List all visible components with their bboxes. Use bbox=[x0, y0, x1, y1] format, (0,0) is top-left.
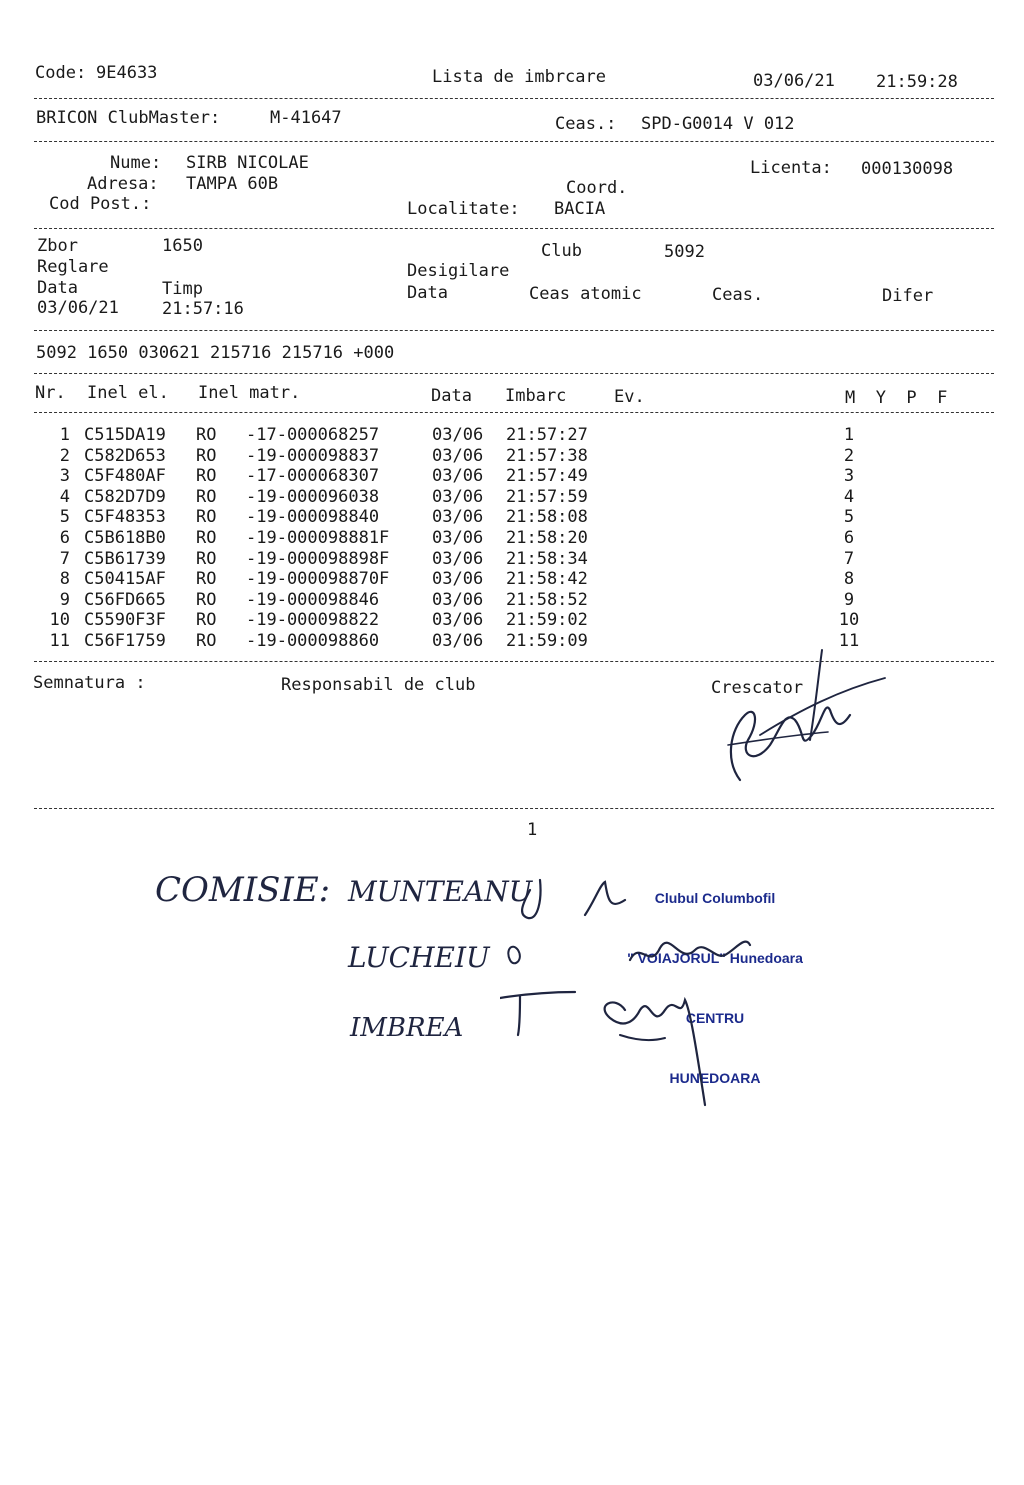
divider bbox=[34, 228, 994, 229]
row-ring-matr: -19-000096038 bbox=[246, 486, 380, 507]
col-header-ring-el: Inel el. bbox=[87, 383, 169, 403]
row-ring-el: C5F48353 bbox=[84, 507, 166, 528]
license-value: 000130098 bbox=[861, 159, 954, 179]
row-time: 21:59:09 bbox=[506, 630, 588, 651]
row-ring-el: C582D7D9 bbox=[84, 486, 166, 507]
table-row bbox=[44, 590, 864, 611]
col-header-embark: Imbarc bbox=[505, 386, 567, 406]
table-row bbox=[44, 425, 864, 446]
row-country: RO bbox=[196, 569, 217, 590]
signature-label: Semnatura : bbox=[33, 673, 146, 693]
flight-label: Zbor bbox=[37, 236, 78, 256]
locality-label: Localitate: bbox=[407, 199, 520, 219]
print-time: 21:59:28 bbox=[876, 72, 958, 92]
row-nr: 8 bbox=[59, 569, 70, 590]
date-label: Data bbox=[37, 278, 78, 298]
commission-member-2: LUCHEIU bbox=[348, 941, 490, 974]
row-m: 10 bbox=[838, 610, 860, 631]
document-title: Lista de imbrcare bbox=[432, 67, 606, 87]
divider bbox=[34, 98, 994, 99]
summary-line: 5092 1650 030621 215716 215716 +000 bbox=[36, 343, 395, 363]
row-ring-matr: -19-000098837 bbox=[246, 445, 380, 466]
divider bbox=[34, 412, 994, 413]
commission-signatures bbox=[500, 870, 800, 1120]
col-header-date: Data bbox=[431, 386, 472, 406]
postcode-label: Cod Post.: bbox=[49, 194, 152, 214]
row-nr: 4 bbox=[59, 486, 70, 507]
stamp-line2: " VOIAJORUL" Hunedoara bbox=[627, 950, 803, 966]
clock-value: SPD-G0014 V 012 bbox=[641, 114, 795, 134]
clubmaster-value: M-41647 bbox=[270, 108, 342, 128]
row-date: 03/06 bbox=[432, 445, 484, 466]
row-m: 5 bbox=[843, 507, 855, 528]
clubmaster-label: BRICON ClubMaster: bbox=[36, 108, 221, 128]
table-row bbox=[44, 446, 864, 467]
row-m: 1 bbox=[843, 425, 855, 445]
unsealing-label: Desigilare bbox=[407, 261, 510, 281]
row-ring-matr: -19-000098870F bbox=[246, 569, 390, 590]
flight-value: 1650 bbox=[162, 236, 203, 256]
row-time: 21:58:34 bbox=[506, 548, 588, 569]
row-time: 21:57:38 bbox=[506, 445, 588, 466]
row-country: RO bbox=[196, 610, 217, 631]
code-label: Code: bbox=[35, 63, 87, 83]
row-country: RO bbox=[196, 486, 217, 507]
table-row bbox=[44, 549, 864, 570]
commission-member-1: MUNTEANU bbox=[348, 875, 533, 908]
row-ring-matr: -17-000068257 bbox=[246, 425, 380, 445]
locality-value: BACIA bbox=[554, 199, 606, 219]
row-ring-el: C5590F3F bbox=[84, 610, 166, 631]
stamp-line1: Clubul Columbofil bbox=[654, 890, 776, 906]
row-date: 03/06 bbox=[432, 569, 484, 590]
row-time: 21:58:08 bbox=[506, 507, 588, 528]
row-date: 03/06 bbox=[432, 507, 484, 528]
row-m: 8 bbox=[843, 569, 855, 590]
name-label: Nume: bbox=[110, 153, 162, 173]
row-country: RO bbox=[196, 589, 217, 610]
code-value: 9E4633 bbox=[96, 63, 158, 83]
club-value: 5092 bbox=[664, 242, 705, 262]
row-nr: 6 bbox=[59, 527, 70, 548]
setting-time: 21:57:16 bbox=[162, 299, 244, 319]
print-date: 03/06/21 bbox=[753, 71, 835, 91]
unsealing-date-label: Data bbox=[407, 283, 448, 303]
row-time: 21:57:59 bbox=[506, 486, 588, 507]
row-nr: 1 bbox=[59, 425, 70, 445]
row-time: 21:58:20 bbox=[506, 527, 588, 548]
row-date: 03/06 bbox=[432, 486, 484, 507]
coord-label: Coord. bbox=[566, 178, 628, 198]
row-ring-matr: -19-000098860 bbox=[246, 630, 380, 651]
time-label: Timp bbox=[162, 279, 203, 299]
table-row bbox=[44, 569, 864, 590]
commission-member-3: IMBREA bbox=[350, 1013, 464, 1043]
table-row bbox=[44, 528, 864, 549]
stamp-line4: HUNEDOARA bbox=[669, 1070, 761, 1086]
breeder-label: Crescator bbox=[711, 678, 804, 698]
row-m: 2 bbox=[843, 445, 855, 466]
row-country: RO bbox=[196, 466, 217, 487]
row-ring-matr: -19-000098898F bbox=[246, 548, 390, 569]
table-row bbox=[44, 507, 864, 528]
row-nr: 11 bbox=[49, 630, 70, 651]
col-header-ring-matr: Inel matr. bbox=[198, 383, 301, 403]
row-time: 21:58:42 bbox=[506, 569, 588, 590]
row-nr: 10 bbox=[49, 610, 70, 631]
row-ring-el: C5B61739 bbox=[84, 548, 166, 569]
atomic-clock-label: Ceas atomic bbox=[529, 284, 642, 304]
row-date: 03/06 bbox=[432, 630, 484, 651]
row-ring-matr: -19-000098881F bbox=[246, 527, 390, 548]
row-date: 03/06 bbox=[432, 425, 484, 445]
stamp-line3: CENTRU bbox=[685, 1010, 745, 1026]
row-ring-matr: -17-000068307 bbox=[246, 466, 380, 487]
divider bbox=[34, 373, 994, 374]
col-header-flags: M Y P F bbox=[845, 388, 948, 408]
row-date: 03/06 bbox=[432, 610, 484, 631]
row-country: RO bbox=[196, 507, 217, 528]
row-country: RO bbox=[196, 630, 217, 651]
clock-col-label: Ceas. bbox=[712, 285, 764, 305]
name-value: SIRB NICOLAE bbox=[186, 153, 309, 173]
table-row bbox=[44, 487, 864, 508]
divider bbox=[34, 141, 994, 142]
row-ring-el: C582D653 bbox=[84, 445, 166, 466]
row-country: RO bbox=[196, 445, 217, 466]
setting-date: 03/06/21 bbox=[37, 298, 119, 318]
embark-table bbox=[44, 425, 864, 652]
row-country: RO bbox=[196, 548, 217, 569]
row-nr: 2 bbox=[59, 445, 70, 466]
club-label: Club bbox=[541, 241, 582, 261]
license-label: Licenta: bbox=[750, 158, 832, 178]
row-time: 21:59:02 bbox=[506, 610, 588, 631]
row-m: 6 bbox=[843, 527, 855, 548]
club-responsible-label: Responsabil de club bbox=[281, 675, 476, 695]
row-ring-matr: -19-000098840 bbox=[246, 507, 380, 528]
row-nr: 5 bbox=[59, 507, 70, 528]
page-number: 1 bbox=[527, 820, 538, 840]
row-time: 21:57:27 bbox=[506, 425, 588, 445]
address-label: Adresa: bbox=[87, 174, 159, 194]
row-m: 11 bbox=[838, 630, 860, 651]
commission-label: COMISIE: bbox=[155, 870, 331, 910]
row-date: 03/06 bbox=[432, 589, 484, 610]
row-country: RO bbox=[196, 425, 217, 445]
row-nr: 7 bbox=[59, 548, 70, 569]
row-ring-el: C56F1759 bbox=[84, 630, 166, 651]
row-nr: 9 bbox=[59, 589, 70, 610]
row-ring-matr: -19-000098846 bbox=[246, 589, 380, 610]
col-header-ev: Ev. bbox=[614, 387, 645, 407]
divider bbox=[34, 808, 994, 809]
table-row bbox=[44, 610, 864, 631]
row-date: 03/06 bbox=[432, 548, 484, 569]
row-nr: 3 bbox=[59, 466, 70, 487]
row-m: 4 bbox=[843, 486, 855, 507]
col-header-nr: Nr. bbox=[35, 383, 66, 403]
table-row bbox=[44, 466, 864, 487]
row-ring-matr: -19-000098822 bbox=[246, 610, 380, 631]
row-m: 9 bbox=[843, 589, 855, 610]
divider bbox=[34, 330, 994, 331]
row-ring-el: C5F480AF bbox=[84, 466, 166, 487]
clock-label: Ceas.: bbox=[555, 114, 617, 134]
setting-label: Reglare bbox=[37, 257, 109, 277]
breeder-signature bbox=[700, 640, 900, 790]
row-m: 3 bbox=[843, 466, 855, 487]
row-ring-el: C515DA19 bbox=[84, 425, 166, 445]
row-time: 21:58:52 bbox=[506, 589, 588, 610]
row-date: 03/06 bbox=[432, 466, 484, 487]
row-ring-el: C5B618B0 bbox=[84, 527, 166, 548]
row-time: 21:57:49 bbox=[506, 466, 588, 487]
difference-label: Difer bbox=[882, 286, 934, 306]
row-ring-el: C56FD665 bbox=[84, 589, 166, 610]
address-value: TAMPA 60B bbox=[186, 174, 279, 194]
row-m: 7 bbox=[843, 548, 855, 569]
row-ring-el: C50415AF bbox=[84, 569, 166, 590]
row-date: 03/06 bbox=[432, 527, 484, 548]
row-country: RO bbox=[196, 527, 217, 548]
